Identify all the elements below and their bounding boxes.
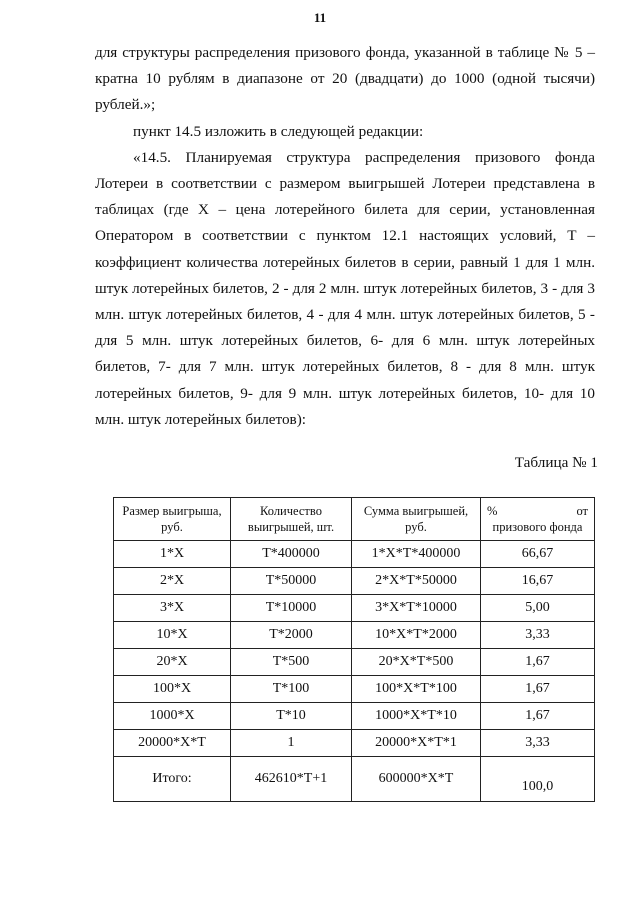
- cell-sum: 100*Х*Т*100: [352, 676, 481, 703]
- cell-count: 1: [231, 730, 352, 757]
- cell-sum: 2*Х*Т*50000: [352, 568, 481, 595]
- paragraph: «14.5. Планируемая структура распределения призового фонда Лотереи в соответствии с размером выигрышей Лотереи представлена в таблицах (где Х – цена лотерейного билета для серии, установленная Оператором в соответствии с пунктом 12.1 настоящих условий, Т – коэффициент количества лотерейных билетов в серии, равный 1 для 1 млн. штук лотерейных билетов, 2 - для 2 млн. штук лотерейных билетов, 3 - для 3 млн. штук лотерейных билетов, 4 - для 4 млн. штук лотерейных билетов, 5 - для 5 млн. штук лотерейных билетов, 6- для 6 млн. штук лотерейных билетов, 7- для 7 млн. штук лотерейных билетов, 8 - для 8 млн. штук лотерейных билетов, 9- для 9 млн. штук лотерейных билетов, 10- для 10 млн. штук лотерейных билетов):: [95, 148, 595, 428]
- cell-count: Т*10: [231, 703, 352, 730]
- cell-count: Т*50000: [231, 568, 352, 595]
- table-row: [114, 622, 595, 649]
- cell-count: Т*100: [231, 676, 352, 703]
- body-text: [95, 40, 595, 433]
- total-label: Итого:: [114, 757, 231, 802]
- table-total-row: [114, 757, 595, 802]
- paragraph: пункт 14.5 изложить в следующей редакции:: [133, 122, 424, 140]
- prize-table: [113, 497, 595, 802]
- table-row: [114, 730, 595, 757]
- cell-size: 1000*Х: [114, 703, 231, 730]
- cell-count: Т*10000: [231, 595, 352, 622]
- header-percent-sign: %: [487, 504, 498, 518]
- cell-percent: 1,67: [481, 649, 595, 676]
- paragraph: для структуры распределения призового фонда, указанной в таблице № 5 – кратна 10 рублям в диапазоне от 20 (двадцати) до 1000 (одной тысячи) рублей.»;: [95, 44, 595, 114]
- total-percent: [481, 757, 595, 802]
- cell-size: 10*Х: [114, 622, 231, 649]
- total-percent-value: 100,0: [521, 779, 554, 794]
- cell-percent: 1,67: [481, 676, 595, 703]
- header-sum: Сумма выигрышей, руб.: [352, 498, 481, 541]
- table-row: [114, 568, 595, 595]
- table-caption: Таблица № 1: [514, 454, 598, 471]
- cell-size: 20000*Х*Т: [114, 730, 231, 757]
- cell-sum: 20*Х*Т*500: [352, 649, 481, 676]
- cell-percent: 66,67: [481, 541, 595, 568]
- cell-count: Т*2000: [231, 622, 352, 649]
- header-count: Количество выигрышей, шт.: [231, 498, 352, 541]
- table-row: [114, 703, 595, 730]
- header-percent: [481, 498, 595, 541]
- total-sum: 600000*Х*Т: [352, 757, 481, 802]
- cell-sum: 1000*Х*Т*10: [352, 703, 481, 730]
- total-count: 462610*Т+1: [231, 757, 352, 802]
- table-row: [114, 595, 595, 622]
- cell-size: 20*Х: [114, 649, 231, 676]
- header-size: Размер выигрыша, руб.: [114, 498, 231, 541]
- cell-percent: 1,67: [481, 703, 595, 730]
- cell-size: 2*Х: [114, 568, 231, 595]
- header-percent-from: от: [576, 504, 588, 518]
- cell-size: 3*Х: [114, 595, 231, 622]
- cell-sum: 3*Х*Т*10000: [352, 595, 481, 622]
- table-row: [114, 541, 595, 568]
- cell-count: Т*500: [231, 649, 352, 676]
- page-number: 11: [313, 10, 327, 25]
- cell-percent: 3,33: [481, 730, 595, 757]
- cell-size: 100*Х: [114, 676, 231, 703]
- cell-size: 1*Х: [114, 541, 231, 568]
- cell-percent: 16,67: [481, 568, 595, 595]
- cell-count: Т*400000: [231, 541, 352, 568]
- cell-percent: 3,33: [481, 622, 595, 649]
- table-row: [114, 649, 595, 676]
- cell-sum: 20000*Х*Т*1: [352, 730, 481, 757]
- cell-percent: 5,00: [481, 595, 595, 622]
- cell-sum: 10*Х*Т*2000: [352, 622, 481, 649]
- table-header-row: [114, 498, 595, 541]
- cell-sum: 1*Х*Т*400000: [352, 541, 481, 568]
- header-percent-label: призового фонда: [492, 520, 583, 534]
- table-row: [114, 676, 595, 703]
